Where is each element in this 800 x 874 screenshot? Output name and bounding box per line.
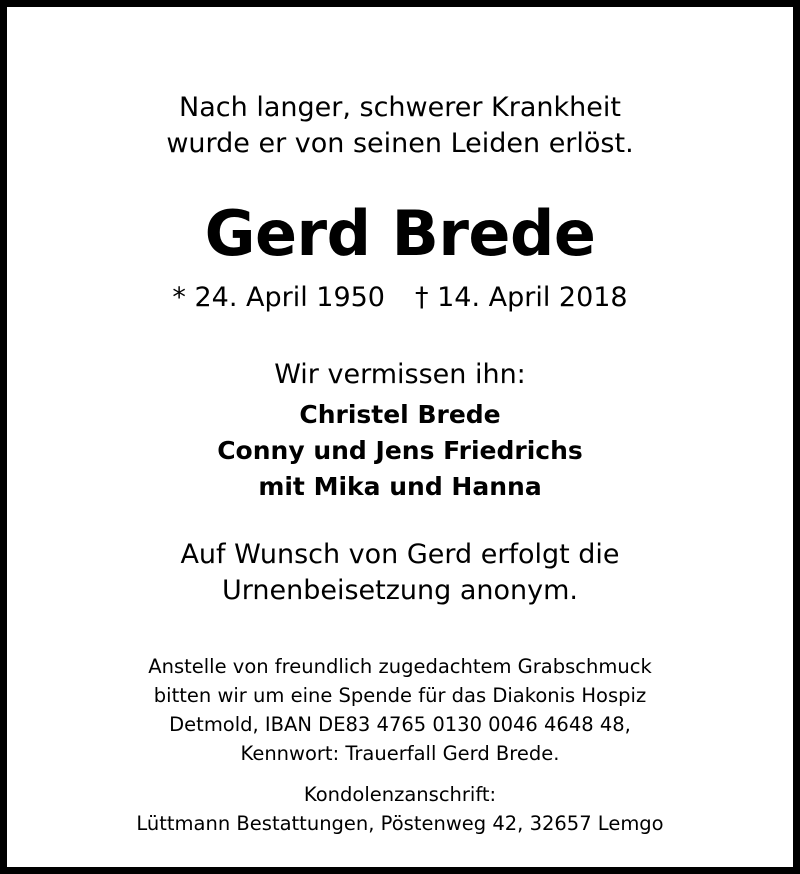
death-date: † 14. April 2018 <box>415 282 628 313</box>
condolence-label: Kondolenzanschrift: <box>303 783 497 806</box>
donation-line: Detmold, IBAN DE83 4765 0130 0046 4648 48, <box>169 713 631 736</box>
mourner-line: Christel Brede <box>299 400 501 429</box>
life-dates <box>0 280 800 316</box>
donation-request <box>0 652 800 768</box>
deceased-name: Gerd Brede <box>204 197 596 270</box>
condolence-address <box>0 780 800 838</box>
wish-line: Urnenbeisetzung anonym. <box>221 575 578 606</box>
intro-line: Nach langer, schwerer Krankheit <box>179 92 621 123</box>
mourner-line: Conny und Jens Friedrichs <box>217 436 583 465</box>
burial-wish <box>0 537 800 609</box>
mourners-list <box>0 397 800 505</box>
intro-line: wurde er von seinen Leiden erlöst. <box>166 128 634 159</box>
mourner-line: mit Mika und Hanna <box>258 472 542 501</box>
intro-text <box>0 90 800 162</box>
mourners-heading: Wir vermissen ihn: <box>274 359 526 390</box>
wish-line: Auf Wunsch von Gerd erfolgt die <box>180 539 620 570</box>
donation-line: Anstelle von freundlich zugedachtem Grabschmuck <box>148 655 652 678</box>
donation-line: bitten wir um eine Spende für das Diakonis Hospiz <box>153 684 647 707</box>
condolence-address-line: Lüttmann Bestattungen, Pöstenweg 42, 32657 Lemgo <box>136 812 664 835</box>
donation-line: Kennwort: Trauerfall Gerd Brede. <box>240 742 560 765</box>
birth-date: * 24. April 1950 <box>172 282 385 313</box>
